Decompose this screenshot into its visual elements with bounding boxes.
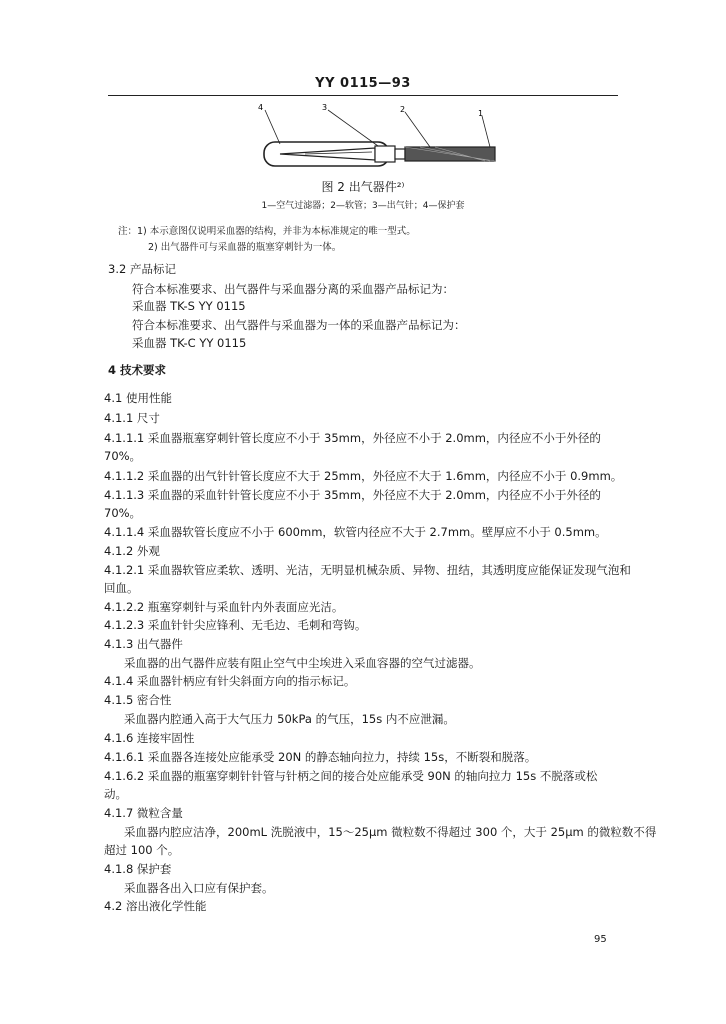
page-header: YY 0115—93 — [315, 76, 411, 91]
figure-2-diagram — [250, 100, 510, 175]
clause-4-1-1-2: 4.1.1.2 采血器的出气针针管长度应不大于 25mm，外径应不大于 1.6mm，内径应不小于 0.9mm。 — [104, 469, 623, 483]
label-3: 3 — [322, 103, 328, 112]
clause-4-1-6-2: 4.1.6.2 采血器的瓶塞穿刺针针管与针柄之间的接合处应能承受 90N 的轴向拉力 15s 不脱落或松 — [104, 769, 598, 783]
note-1: 注：1) 本示意图仅说明采血器的结构，并非为本标准规定的唯一型式。 — [118, 226, 416, 237]
clause-4-1-4: 4.1.4 采血器针柄应有针尖斜面方向的指示标记。 — [104, 674, 356, 688]
body-line: 采血器内腔通入高于大气压力 50kPa 的气压，15s 内不应泄漏。 — [124, 712, 455, 726]
body-line: 采血器各出入口应有保护套。 — [124, 881, 274, 895]
page-number: 95 — [594, 934, 607, 945]
section-4-1-5: 4.1.5 密合性 — [104, 693, 172, 707]
clause-continuation: 回血。 — [104, 581, 139, 595]
label-4: 4 — [258, 103, 264, 112]
body-line: 采血器内腔应洁净，200mL 洗脱液中，15～25μm 微粒数不得超过 300 个，大于 25μm 的微粒数不得 — [124, 825, 657, 839]
clause-4-1-1-4: 4.1.1.4 采血器软管长度应不小于 600mm，软管内径应不大于 2.7mm。壁厚应不小于 0.5mm。 — [104, 525, 607, 539]
header-rule — [108, 95, 618, 96]
clause-continuation: 70%。 — [104, 449, 142, 463]
body-line: 符合本标准要求、出气器件与采血器为一体的采血器产品标记为： — [132, 318, 466, 332]
section-4-1-2: 4.1.2 外观 — [104, 544, 160, 558]
clause-continuation: 超过 100 个。 — [104, 843, 180, 857]
clause-4-1-1-3: 4.1.1.3 采血器的采血针针管长度应不小于 35mm，外径应不大于 2.0mm，内径应不小于外径的 — [104, 488, 601, 502]
clause-4-1-1-1: 4.1.1.1 采血器瓶塞穿刺针管长度应不小于 35mm，外径应不小于 2.0mm，内径应不小于外径的 — [104, 431, 601, 445]
section-4-1-7: 4.1.7 微粒含量 — [104, 806, 183, 820]
label-2: 2 — [400, 105, 406, 114]
section-4-1-1: 4.1.1 尺寸 — [104, 411, 160, 425]
section-4-1: 4.1 使用性能 — [104, 391, 172, 405]
clause-continuation: 动。 — [104, 787, 127, 801]
body-line: 采血器 TK-S YY 0115 — [132, 299, 246, 313]
clause-continuation: 70%。 — [104, 506, 142, 520]
section-4-1-3: 4.1.3 出气器件 — [104, 637, 183, 651]
note-2: 2) 出气器件可与采血器的瓶塞穿刺针为一体。 — [148, 242, 342, 253]
body-line: 采血器 TK-C YY 0115 — [132, 336, 247, 350]
label-1: 1 — [478, 109, 484, 118]
section-4-1-6: 4.1.6 连接牢固性 — [104, 731, 195, 745]
clause-4-1-2-2: 4.1.2.2 瓶塞穿刺针与采血针内外表面应光洁。 — [104, 600, 344, 614]
section-4-2: 4.2 溶出液化学性能 — [104, 899, 207, 913]
clause-4-1-6-1: 4.1.6.1 采血器各连接处应能承受 20N 的静态轴向拉力，持续 15s，不断裂和脱落。 — [104, 750, 537, 764]
section-4-heading: 4 技术要求 — [108, 363, 167, 377]
figure-legend: 1—空气过滤器；2—软管；3—出气针；4—保护套 — [261, 201, 465, 211]
body-line: 符合本标准要求、出气器件与采血器分离的采血器产品标记为： — [132, 282, 454, 296]
clause-4-1-2-1: 4.1.2.1 采血器软管应柔软、透明、光洁，无明显机械杂质、异物、扭结，其透明度应能保证发现气泡和 — [104, 563, 631, 577]
needle-hub — [375, 146, 395, 162]
section-4-1-8: 4.1.8 保护套 — [104, 862, 172, 876]
clause-4-1-2-3: 4.1.2.3 采血针针尖应锋利、无毛边、毛刺和弯钩。 — [104, 618, 367, 632]
body-line: 采血器的出气器件应装有阻止空气中尘埃进入采血容器的空气过滤器。 — [124, 656, 481, 670]
section-3-2: 3.2 产品标记 — [108, 262, 176, 276]
figure-caption: 图 2 出气器件²⁾ — [321, 180, 405, 194]
